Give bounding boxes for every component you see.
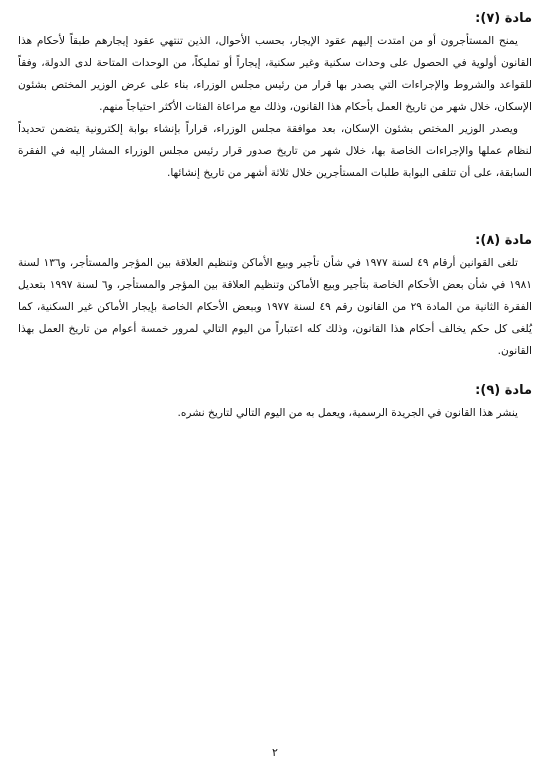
page-number: ٢ [272,746,278,759]
article-7 [18,10,532,184]
article-9-paragraph-1: ينشر هذا القانون في الجريدة الرسمية، ويعمل به من اليوم التالي لتاريخ نشره. [177,407,518,419]
article-9-heading: مادة (٩): [475,383,532,398]
article-9 [18,382,532,424]
article-7-paragraph-1: يمنح المستأجرون أو من امتدت إليهم عقود الإيجار، بحسب الأحوال، الذين تنتهي عقود إيجارهم طبقاً لأحكام هذا القانون أولوية في الحصول على وحدات سكنية وغير سكنية، إيجاراً أو تمليكاً، من الوحدات المتاحة لدى الدولة، وفقاً للقواعد والشروط والإجراءات التي يصدر بها قرار من رئيس مجلس الوزراء، بناء على عرض الوزير المختص بشئون الإسكان، خلال شهر من تاريخ العمل بأحكام هذا القانون، وذلك مع مراعاة الفئات الأكثر احتياجاً منهم. [18,35,532,113]
article-7-paragraph-2: ويصدر الوزير المختص بشئون الإسكان، بعد موافقة مجلس الوزراء، قراراً بإنشاء بوابة إلكترونية يتضمن تحديداً لنظام عملها والإجراءات الخاصة بها، خلال شهر من تاريخ صدور قرار رئيس مجلس الوزراء المشار إليه في الفقرة السابقة، على أن تتلقى البوابة طلبات المستأجرين خلال ثلاثة أشهر من تاريخ إنشائها. [18,123,532,179]
article-8-paragraph-1: تلغى القوانين أرقام ٤٩ لسنة ١٩٧٧ في شأن تأجير وبيع الأماكن وتنظيم العلاقة بين المؤجر والمستأجر، و١٣٦ لسنة ١٩٨١ في شأن بعض الأحكام الخاصة بتأجير وبيع الأماكن وتنظيم العلاقة بين المؤجر والمستأجر، و٦ لسنة ١٩٩٧ بتعديل الفقرة الثانية من المادة ٢٩ من القانون رقم ٤٩ لسنة ١٩٧٧ وببعض الأحكام الخاصة بإيجار الأماكن غير السكنية، كما يُلغى كل حكم يخالف أحكام هذا القانون، وذلك كله اعتباراً من اليوم التالي لمرور خمسة أعوام من تاريخ العمل بهذا القانون. [18,257,532,357]
article-8 [18,232,532,362]
article-8-heading: مادة (٨): [475,233,532,248]
article-7-heading: مادة (٧): [475,11,532,26]
